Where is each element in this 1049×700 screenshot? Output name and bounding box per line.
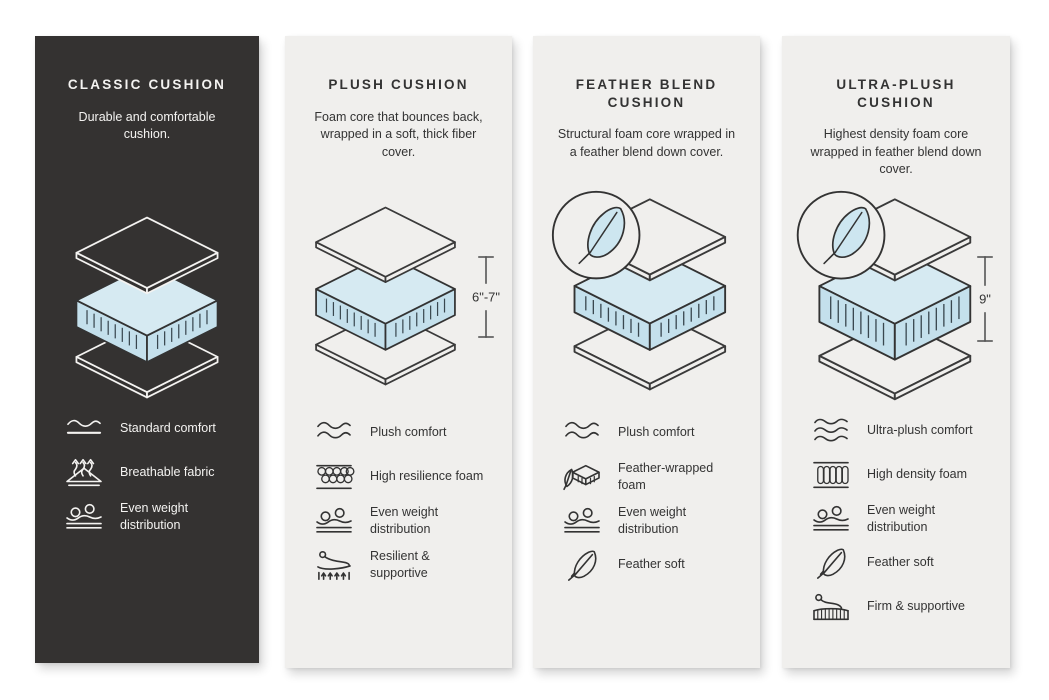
resilient-supportive-icon <box>311 548 357 582</box>
feather-wrapped-foam-icon <box>559 460 605 494</box>
feature-label: Even weight distribution <box>618 505 687 536</box>
column-classic-cushion <box>35 36 259 663</box>
feature-label: Standard comfort <box>120 421 216 436</box>
firm-supportive-icon <box>808 590 854 624</box>
column-description: Highest density foam core wrapped in feather blend down cover. <box>810 127 982 177</box>
top-layer <box>76 218 217 294</box>
feature-row <box>808 412 1000 449</box>
wave-double-icon <box>559 416 605 450</box>
height-dimension-label: 6"-7" <box>471 289 501 305</box>
feature-row <box>559 502 750 539</box>
feature-row <box>311 458 502 495</box>
feature-row <box>311 414 502 451</box>
exploded-cushion-illustration <box>303 204 468 388</box>
even-weight-icon <box>311 504 357 538</box>
feather-icon <box>559 548 605 582</box>
feature-label: Plush comfort <box>618 425 695 440</box>
high-density-foam-icon <box>808 458 854 492</box>
feature-row <box>61 498 249 535</box>
feather-badge <box>553 192 640 279</box>
column-title: PLUSH CUSHION <box>328 77 469 92</box>
feature-label: Feather-wrapped foam <box>618 461 714 492</box>
feature-row <box>808 588 1000 625</box>
feature-label: Firm & supportive <box>867 599 965 614</box>
feature-label: Even weight distribution <box>867 503 936 534</box>
column-description: Structural foam core wrapped in a feather blend down cover. <box>557 127 736 159</box>
feature-label: Feather soft <box>618 557 685 572</box>
feature-row <box>559 546 750 583</box>
feature-row <box>808 456 1000 493</box>
feather-badge <box>798 192 885 279</box>
exploded-cushion-illustration <box>792 188 992 403</box>
feature-row <box>311 502 502 539</box>
feature-label: Feather soft <box>867 555 934 570</box>
even-weight-icon <box>808 502 854 536</box>
column-title: FEATHER BLEND CUSHION <box>575 77 718 110</box>
column-plush-cushion <box>285 36 512 668</box>
feather-icon <box>808 546 854 580</box>
feature-label: Breathable fabric <box>120 465 215 480</box>
height-dimension-label: 9" <box>979 291 991 307</box>
wave-triple-icon <box>808 414 854 448</box>
column-description: Durable and comfortable cushion. <box>78 109 216 142</box>
even-weight-icon <box>559 504 605 538</box>
feature-label: High density foam <box>867 467 968 482</box>
feature-row <box>559 458 750 495</box>
column-title: ULTRA-PLUSH CUSHION <box>836 77 956 110</box>
exploded-cushion-illustration <box>547 188 747 397</box>
feature-row <box>61 410 249 447</box>
column-feather-blend-cushion <box>533 36 760 668</box>
feature-label: Even weight distribution <box>370 505 439 536</box>
breathable-arrows-icon <box>61 456 107 490</box>
feature-row <box>311 546 502 583</box>
even-weight-icon <box>61 500 107 534</box>
column-description: Foam core that bounces back, wrapped in a soft, thick fiber cover. <box>314 109 483 159</box>
resilience-foam-bubbles-icon <box>311 460 357 494</box>
feature-label: High resilience foam <box>370 469 484 484</box>
top-layer <box>316 207 455 282</box>
wave-double-icon <box>311 416 357 450</box>
feature-label: Resilient & supportive <box>370 549 430 580</box>
feature-row <box>808 500 1000 537</box>
feature-label: Ultra-plush comfort <box>867 423 973 438</box>
column-title: CLASSIC CUSHION <box>67 77 227 92</box>
wave-single-icon <box>61 412 107 446</box>
exploded-cushion-illustration <box>63 214 231 401</box>
feature-label: Plush comfort <box>370 425 447 440</box>
height-dimension-marker <box>967 255 1003 343</box>
feature-row <box>559 414 750 451</box>
feature-row <box>808 544 1000 581</box>
feature-label: Even weight distribution <box>120 501 189 532</box>
column-ultra-plush-cushion <box>782 36 1010 668</box>
height-dimension-marker <box>468 255 504 339</box>
feature-row <box>61 454 249 491</box>
